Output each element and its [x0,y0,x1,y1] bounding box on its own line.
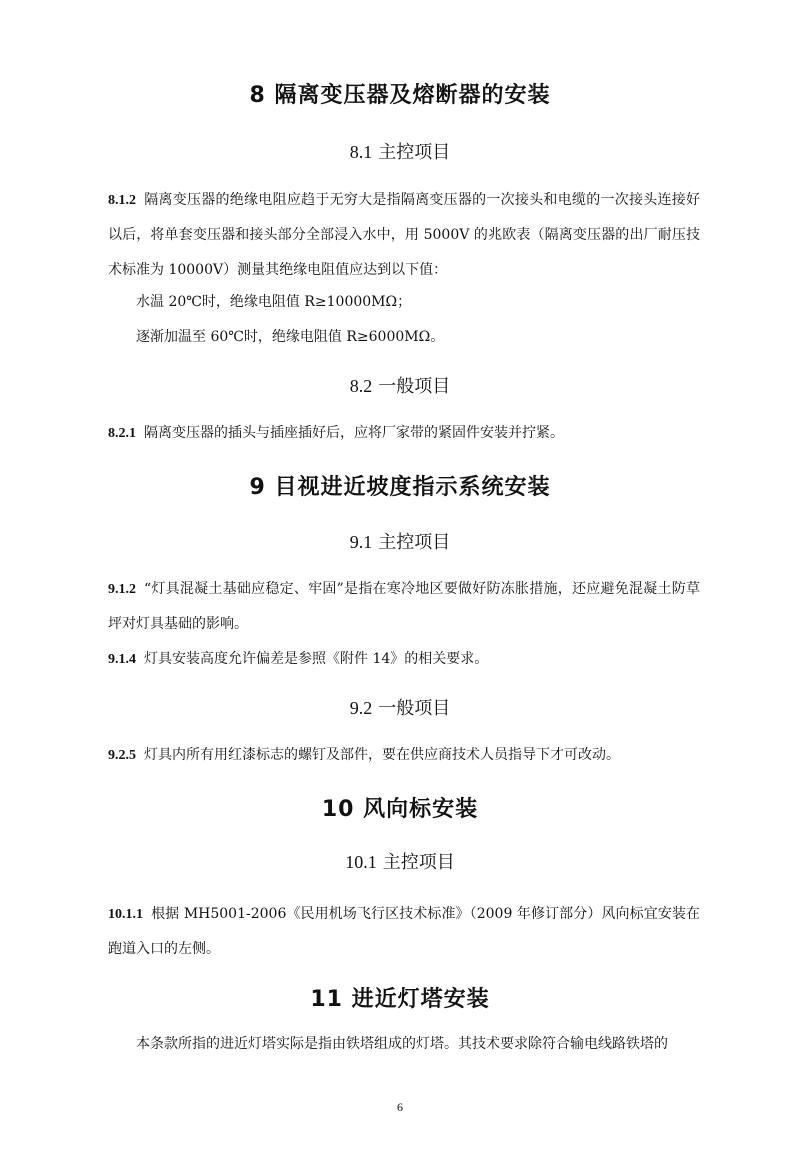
clause-8-1-2-item-b: 逐渐加温至 60℃时，绝缘电阻值 R≥6000MΩ。 [136,329,445,345]
clause-8-1-2 [108,183,700,288]
clause-text: 灯具内所有用红漆标志的螺钉及部件，要在供应商技术人员指导下才可改动。 [144,747,620,763]
section-number: 8.1 [349,142,373,162]
section-9-2-heading [0,694,800,720]
clause-number: 10.1.1 [108,907,143,922]
clause-number: 8.2.1 [108,426,136,441]
section-9-heading: 9 目视进近坡度指示系统安装 [249,475,551,500]
clause-8-2-1 [108,416,700,451]
section-10-1-heading [0,848,800,874]
clause-9-2-5 [108,738,700,773]
section-10-heading: 10 风向标安装 [321,797,479,822]
section-9-1-heading [0,528,800,554]
clause-text: 隔离变压器的绝缘电阻应趋于无穷大是指隔离变压器的一次接头和电缆的一次接头连接好以后，将单套变压器和接头部分全部浸入水中，用 5000V 的兆欧表（隔离变压器的出厂耐压技术标准为 10000V）测量其绝缘电阻值应达到以下值： [108,192,700,278]
section-title: 主控项目 [378,532,451,553]
clause-number: 9.2.5 [108,748,136,763]
section-8-1-heading [0,138,800,164]
section-number: 9.1 [349,532,373,552]
clause-8-1-2-item-a: 水温 20℃时，绝缘电阻值 R≥10000MΩ； [136,294,412,310]
page-number: 6 [397,1100,403,1114]
section-11-intro: 本条款所指的进近灯塔实际是指由铁塔组成的灯塔。其技术要求除符合输电线路铁塔的 [136,1036,668,1052]
clause-9-1-2 [108,572,700,642]
section-title: 主控项目 [378,142,451,163]
section-title: 一般项目 [378,376,451,397]
section-number: 9.2 [349,698,373,718]
clause-number: 9.1.4 [108,652,136,667]
section-11-heading: 11 进近灯塔安装 [310,987,490,1012]
clause-text: 隔离变压器的插头与插座插好后，应将厂家带的紧固件安装并拧紧。 [144,425,564,441]
section-8-2-heading [0,372,800,398]
clause-number: 9.1.2 [108,582,136,597]
clause-10-1-1 [108,897,700,967]
clause-number: 8.1.2 [108,193,136,208]
section-number: 10.1 [345,852,377,872]
clause-text: “灯具混凝土基础应稳定、牢固”是指在寒冷地区要做好防冻胀措施，还应避免混凝土防草坪对灯具基础的影响。 [108,581,700,632]
section-8-heading: 8 隔离变压器及熔断器的安装 [249,83,551,108]
clause-text: 灯具安装高度允许偏差是参照《附件 14》的相关要求。 [144,651,489,667]
section-title: 主控项目 [382,852,455,873]
clause-9-1-4 [108,642,700,677]
clause-text: 根据 MH5001-2006《民用机场飞行区技术标准》（2009 年修订部分）风向标宜安装在跑道入口的左侧。 [108,906,700,957]
section-number: 8.2 [349,376,373,396]
section-title: 一般项目 [378,698,451,719]
